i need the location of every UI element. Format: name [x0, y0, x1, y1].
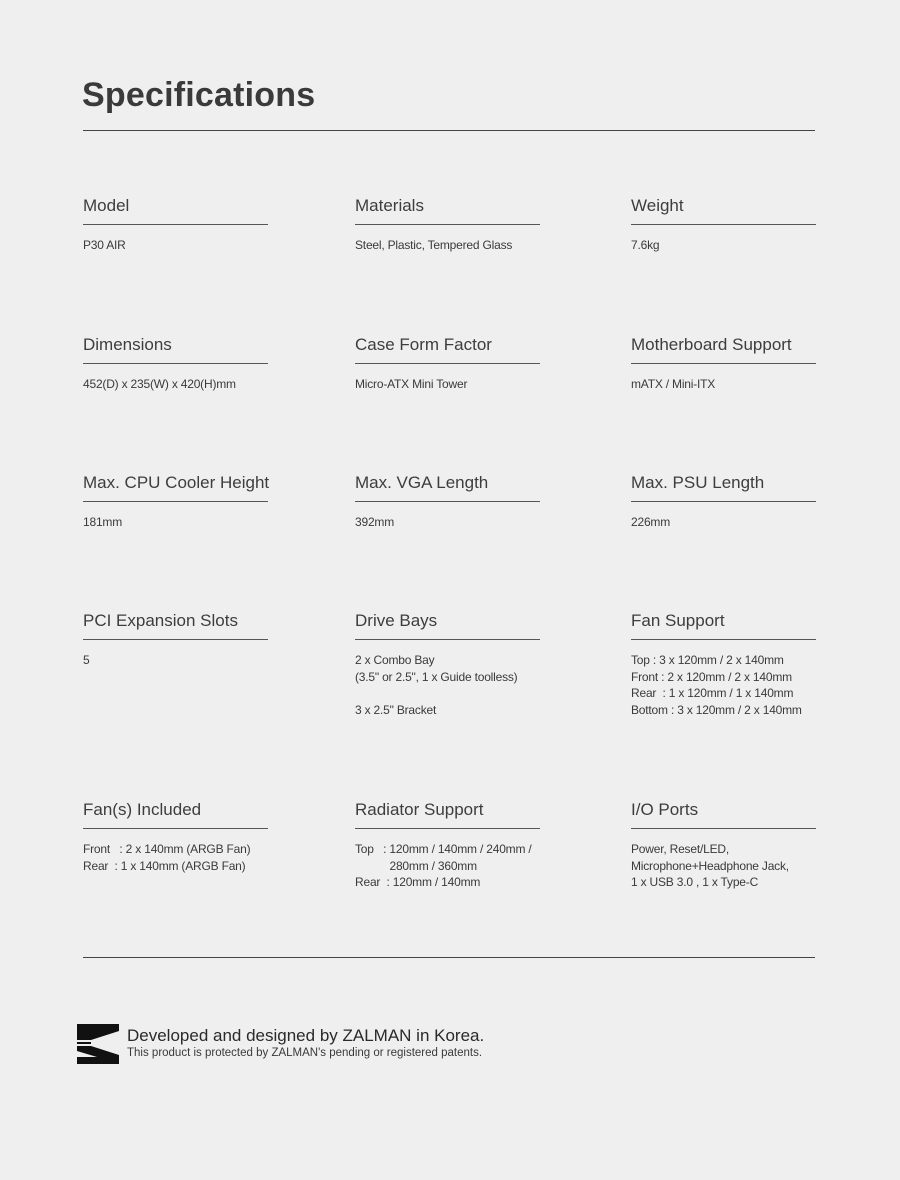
spec-value: mATX / Mini-ITX — [631, 377, 716, 391]
spec-label: Weight — [631, 196, 816, 225]
spec-label: Case Form Factor — [355, 335, 540, 364]
spec-label: I/O Ports — [631, 800, 816, 829]
spec-label: Fan(s) Included — [83, 800, 268, 829]
spec-materials — [355, 196, 540, 254]
spec-label: Radiator Support — [355, 800, 540, 829]
spec-value: P30 AIR — [83, 238, 126, 252]
spec-value: 392mm — [355, 515, 395, 529]
footer-subtitle: This product is protected by ZALMAN's pending or registered patents. — [127, 1047, 483, 1059]
spec-value: Top : 3 x 120mm / 2 x 140mm Front : 2 x 120mm / 2 x 140mm Rear : 1 x 120mm / 1 x 140mm Bottom : 3 x 120mm / 2 x 140mm — [631, 653, 802, 717]
page-title: Specifications — [82, 76, 316, 114]
spec-label: PCI Expansion Slots — [83, 611, 268, 640]
spec-value: 452(D) x 235(W) x 420(H)mm — [83, 377, 236, 391]
spec-radiator-support — [355, 800, 540, 891]
header-divider — [83, 130, 815, 131]
spec-model — [83, 196, 268, 254]
spec-value: 181mm — [83, 515, 123, 529]
spec-psu-length — [631, 473, 816, 531]
spec-label: Materials — [355, 196, 540, 225]
zalman-logo-icon — [77, 1024, 121, 1064]
spec-value: 7.6kg — [631, 238, 660, 252]
footer-divider — [83, 957, 815, 958]
spec-case-form-factor — [355, 335, 540, 393]
spec-value: 226mm — [631, 515, 671, 529]
spec-label: Max. CPU Cooler Height — [83, 473, 268, 502]
spec-label: Dimensions — [83, 335, 268, 364]
spec-fan-support — [631, 611, 816, 718]
spec-vga-length — [355, 473, 540, 531]
spec-value: 2 x Combo Bay (3.5" or 2.5", 1 x Guide toolless) 3 x 2.5" Bracket — [355, 653, 518, 717]
spec-cpu-cooler-height — [83, 473, 268, 531]
spec-label: Motherboard Support — [631, 335, 816, 364]
spec-label: Max. PSU Length — [631, 473, 816, 502]
spec-value: Front : 2 x 140mm (ARGB Fan) Rear : 1 x 140mm (ARGB Fan) — [83, 842, 251, 873]
spec-value: Micro-ATX Mini Tower — [355, 377, 468, 391]
footer-title: Developed and designed by ZALMAN in Korea. — [127, 1026, 485, 1045]
spec-dimensions — [83, 335, 268, 393]
spec-fans-included — [83, 800, 268, 874]
spec-weight — [631, 196, 816, 254]
spec-value: Power, Reset/LED, Microphone+Headphone Jack, 1 x USB 3.0 , 1 x Type-C — [631, 842, 789, 889]
spec-motherboard-support — [631, 335, 816, 393]
spec-label: Fan Support — [631, 611, 816, 640]
spec-drive-bays — [355, 611, 540, 718]
spec-value: 5 — [83, 653, 90, 667]
spec-value: Top : 120mm / 140mm / 240mm / 280mm / 360mm Rear : 120mm / 140mm — [355, 842, 532, 889]
spec-label: Model — [83, 196, 268, 225]
spec-value: Steel, Plastic, Tempered Glass — [355, 238, 513, 252]
spec-label: Max. VGA Length — [355, 473, 540, 502]
spec-label: Drive Bays — [355, 611, 540, 640]
spec-pci-slots — [83, 611, 268, 669]
spec-io-ports — [631, 800, 816, 891]
